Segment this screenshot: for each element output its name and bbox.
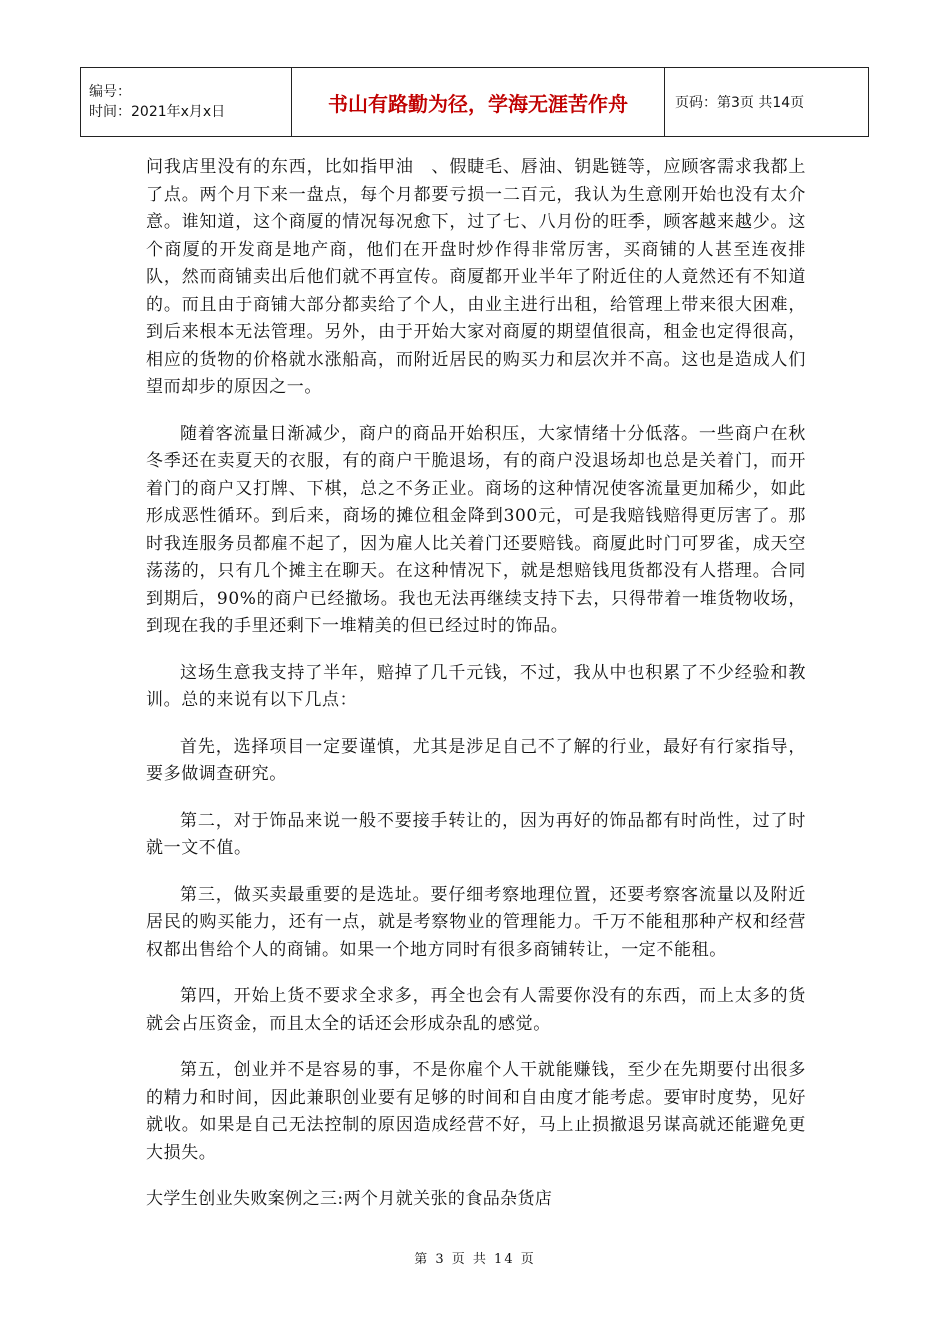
paragraph: 这场生意我支持了半年，赔掉了几千元钱，不过，我从中也积累了不少经验和教训。总的来说有以下几点： bbox=[146, 662, 806, 710]
document-body bbox=[146, 154, 806, 1213]
number-label: 编号： bbox=[89, 84, 131, 100]
page-footer: 第 3 页 共 14 页 bbox=[414, 1252, 536, 1267]
paragraph: 问我店里没有的东西，比如指甲油 、假睫毛、唇油、钥匙链等，应顾客需求我都上了点。两个月下来一盘点，每个月都要亏损一二百元，我认为生意刚开始也没有太介意。谁知道，这个商厦的情况每况愈下，过了七、八月份的旺季，顾客越来越少。这个商厦的开发商是地产商，他们在开盘时炒作得非常厉害，买商铺的人甚至连夜排队，然而商铺卖出后他们就不再宣传。商厦都开业半年了附近住的人竟然还有不知道的。而且由于商铺大部分都卖给了个人，由业主进行出租，给管理上带来很大困难，到后来根本无法管理。另外，由于开始大家对商厦的期望值很高，租金也定得很高，相应的货物的价格就水涨船高，而附近居民的购买力和层次并不高。这也是造成人们望而却步的原因之一。 bbox=[146, 157, 806, 397]
header-motto: 书山有路勤为径，学海无涯苦作舟 bbox=[292, 68, 665, 137]
case-title: 大学生创业失败案例之三:两个月就关张的食品杂货店 bbox=[146, 1189, 553, 1209]
header-page-label: 页码：第3页 共14页 bbox=[665, 68, 869, 137]
time-label: 时间：2021年x月x日 bbox=[89, 104, 226, 120]
paragraph: 第三，做买卖最重要的是选址。要仔细考察地理位置，还要考察客流量以及附近居民的购买能力，还有一点，就是考察物业的管理能力。千万不能租那种产权和经营权都出售给个人的商铺。如果一个地方同时有很多商铺转让，一定不能租。 bbox=[146, 884, 806, 960]
paragraph: 随着客流量日渐减少，商户的商品开始积压，大家情绪十分低落。一些商户在秋冬季还在卖夏天的衣服，有的商户干脆退场，有的商户没退场却也总是关着门，而开着门的商户又打牌、下棋，总之不务正业。商场的这种情况使客流量更加稀少，如此形成恶性循环。到后来，商场的摊位租金降到300元，可是我赔钱赔得更厉害了。那时我连服务员都雇不起了，因为雇人比关着门还要赔钱。商厦此时门可罗雀，成天空荡荡的，只有几个摊主在聊天。在这种情况下，就是想赔钱甩货都没有人搭理。合同到期后，90%的商户已经撤场。我也无法再继续支持下去，只得带着一堆货物收场，到现在我的手里还剩下一堆精美的但已经过时的饰品。 bbox=[146, 423, 806, 636]
header-meta bbox=[81, 68, 292, 137]
paragraph: 第五，创业并不是容易的事，不是你雇个人干就能赚钱，至少在先期要付出很多的精力和时间，因此兼职创业要有足够的时间和自由度才能考虑。要审时度势，见好就收。如果是自己无法控制的原因造成经营不好，马上止损撤退另谋高就还能避免更大损失。 bbox=[146, 1060, 806, 1163]
paragraph: 第二，对于饰品来说一般不要接手转让的，因为再好的饰品都有时尚性，过了时就一文不值。 bbox=[146, 810, 806, 858]
paragraph: 首先，选择项目一定要谨慎，尤其是涉足自己不了解的行业，最好有行家指导，要多做调查研究。 bbox=[146, 736, 806, 784]
paragraph: 第四，开始上货不要求全求多，再全也会有人需要你没有的东西，而上太多的货就会占压资金，而且太全的话还会形成杂乱的感觉。 bbox=[146, 986, 806, 1034]
page-header bbox=[80, 67, 869, 137]
